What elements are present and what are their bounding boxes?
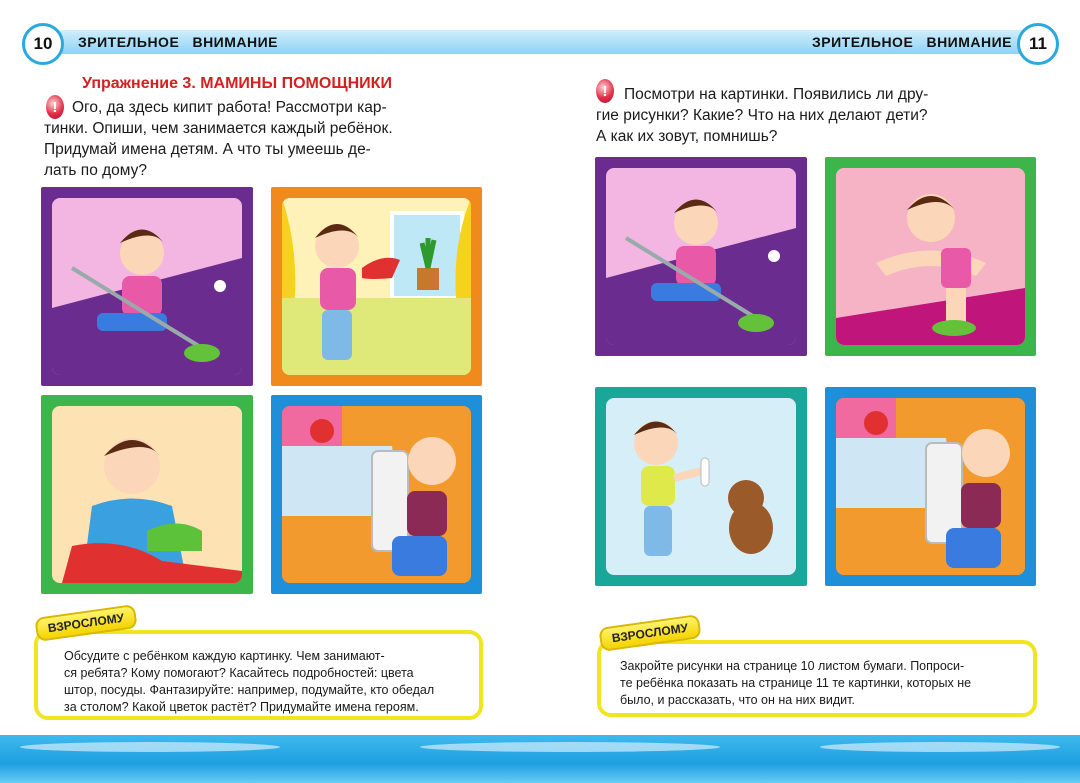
instruction-line-1: Ого, да здесь кипит работа! Рассмотри кар- <box>72 99 387 116</box>
page-number-right: 11 <box>1017 23 1059 65</box>
picture-girl-watering-plant <box>271 187 482 386</box>
adult-line-1: Закройте рисунки на странице 10 листом бумаги. Попроси- <box>620 659 965 673</box>
footer-wave <box>420 742 720 752</box>
exclamation-icon: ! <box>596 79 614 103</box>
picture-girl-exercising <box>825 157 1036 356</box>
picture-girl-vacuuming <box>595 157 807 356</box>
picture-girl-vacuuming <box>41 187 253 386</box>
footer-wave <box>820 742 1060 752</box>
instruction-line-2: тинки. Опиши, чем занимается каждый ребёнок. <box>44 120 393 137</box>
exercise-title: Упражнение 3. МАМИНЫ ПОМОЩНИКИ <box>82 75 392 92</box>
adult-line-1: Обсудите с ребёнком каждую картинку. Чем занимают- <box>64 649 385 663</box>
adult-line-3: штор, посуды. Фантазируйте: например, подумайте, кто обедал <box>64 683 435 697</box>
instruction-line-3: А как их зовут, помнишь? <box>596 128 778 145</box>
footer-wave <box>20 742 280 752</box>
instruction-line-1: Посмотри на картинки. Появились ли дру- <box>624 86 929 103</box>
picture-boy-carrying-plates <box>825 387 1036 586</box>
instruction-line-2: гие рисунки? Какие? Что на них делают дети? <box>596 107 928 124</box>
picture-girl-ironing <box>41 395 253 594</box>
adult-line-2: ся ребята? Кому помогают? Касайтесь подробностей: цвета <box>64 666 414 680</box>
instruction-line-4: лать по дому? <box>44 162 147 179</box>
adult-label-left: ВЗРОСЛОМУ <box>34 604 137 642</box>
adult-line-3: было, и рассказать, что он на них видит. <box>620 693 855 707</box>
header-title-left: ЗРИТЕЛЬНОЕ ВНИМАНИЕ <box>78 34 279 50</box>
adult-line-4: за столом? Какой цветок растёт? Придумайте имена героям. <box>64 700 419 714</box>
picture-boy-carrying-plates <box>271 395 482 594</box>
picture-girl-with-dog <box>595 387 807 586</box>
adult-line-2: те ребёнка показать на странице 11 те картинки, которых не <box>620 676 972 690</box>
instruction-line-3: Придумай имена детям. А что ты умеешь де- <box>44 141 371 158</box>
page-number-left: 10 <box>22 23 64 65</box>
exclamation-icon: ! <box>46 95 64 119</box>
adult-label-right: ВЗРОСЛОМУ <box>598 614 701 652</box>
header-title-right: ЗРИТЕЛЬНОЕ ВНИМАНИЕ <box>812 34 1013 50</box>
